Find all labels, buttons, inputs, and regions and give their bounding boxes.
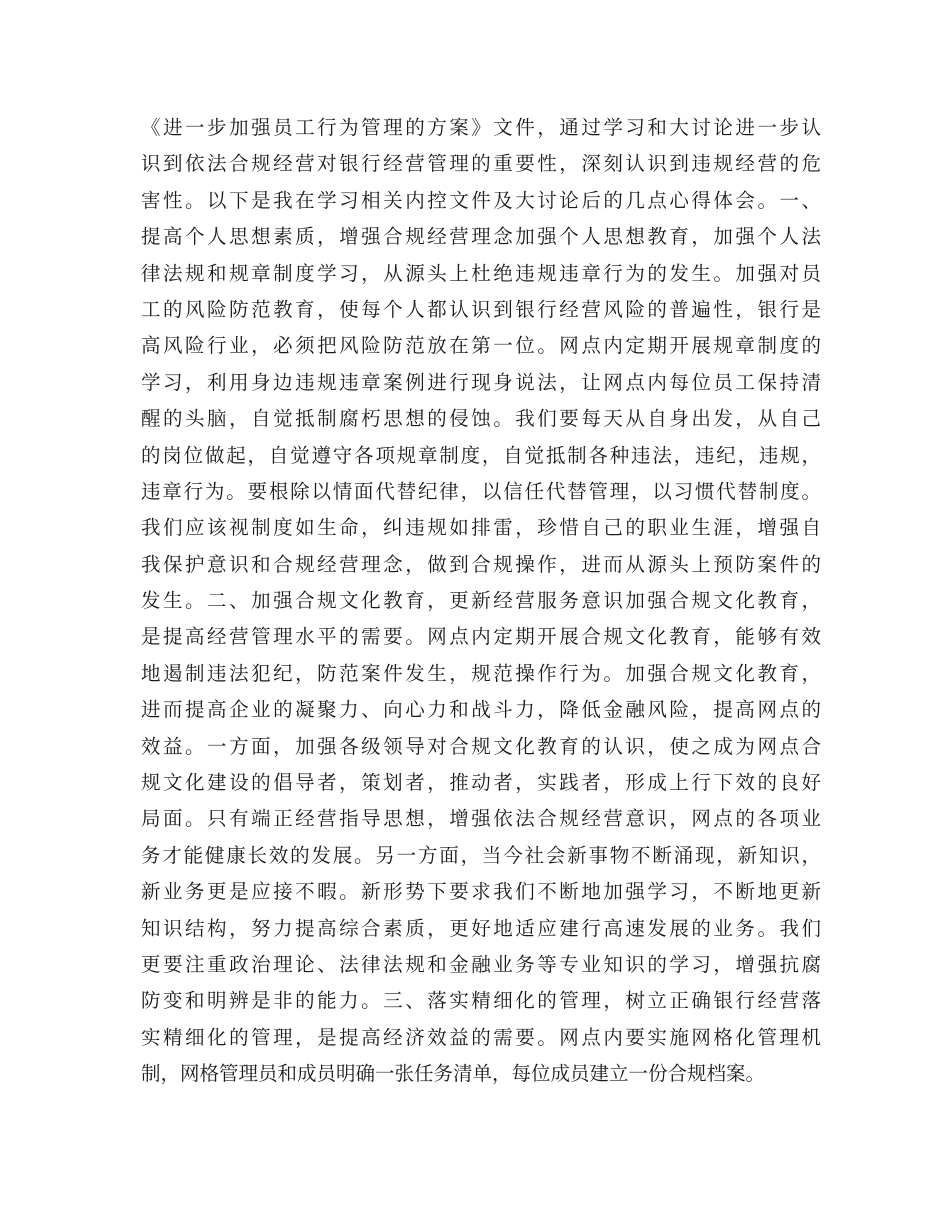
text-line: 更要注重政治理论、法律法规和金融业务等专业知识的学习，增强抗腐 [141, 952, 821, 976]
text-line: 进而提高企业的凝聚力、向心力和战斗力，降低金融风险，提高网点的 [141, 698, 821, 722]
text-line: 防变和明辨是非的能力。三、落实精细化的管理，树立正确银行经营落 [141, 989, 821, 1013]
text-line: 务才能健康长效的发展。另一方面，当今社会新事物不断涌现，新知识， [141, 843, 821, 867]
text-line: 律法规和规章制度学习，从源头上杜绝违规违章行为的发生。加强对员 [141, 261, 821, 285]
text-line: 新业务更是应接不暇。新形势下要求我们不断地加强学习，不断地更新 [141, 880, 821, 904]
text-line: 局面。只有端正经营指导思想，增强依法合规经营意识，网点的各项业 [141, 807, 821, 831]
text-line: 《进一步加强员工行为管理的方案》文件，通过学习和大讨论进一步认 [141, 116, 821, 139]
text-line: 违章行为。要根除以情面代替纪律，以信任代替管理，以习惯代替制度。 [141, 479, 821, 503]
body-paragraph [141, 110, 821, 1093]
text-line: 地遏制违法犯纪，防范案件发生，规范操作行为。加强合规文化教育， [141, 661, 821, 685]
text-line: 提高个人思想素质，增强合规经营理念加强个人思想教育，加强个人法 [141, 225, 821, 249]
text-line: 醒的头脑，自觉抵制腐朽思想的侵蚀。我们要每天从自身出发，从自己 [141, 407, 821, 431]
text-line: 制，网格管理员和成员明确一张任务清单，每位成员建立一份合规档案。 [141, 1062, 766, 1086]
text-line: 识到依法合规经营对银行经营管理的重要性，深刻认识到违规经营的危 [141, 152, 821, 176]
text-line: 实精细化的管理，是提高经济效益的需要。网点内要实施网格化管理机 [141, 1025, 821, 1049]
text-line: 效益。一方面，加强各级领导对合规文化教育的认识，使之成为网点合 [141, 734, 821, 758]
text-line: 高风险行业，必须把风险防范放在第一位。网点内定期开展规章制度的 [141, 334, 821, 358]
text-line: 我们应该视制度如生命，纠违规如排雷，珍惜自己的职业生涯，增强自 [141, 516, 821, 540]
text-line: 的岗位做起，自觉遵守各项规章制度，自觉抵制各种违法，违纪，违规， [141, 443, 821, 467]
text-line: 学习，利用身边违规违章案例进行现身说法，让网点内每位员工保持清 [141, 370, 821, 394]
text-line: 发生。二、加强合规文化教育，更新经营服务意识加强合规文化教育， [141, 589, 821, 613]
text-line: 是提高经营管理水平的需要。网点内定期开展合规文化教育，能够有效 [141, 625, 821, 649]
text-line: 我保护意识和合规经营理念，做到合规操作，进而从源头上预防案件的 [141, 552, 821, 576]
text-line: 规文化建设的倡导者，策划者，推动者，实践者，形成上行下效的良好 [141, 771, 821, 795]
text-line: 害性。以下是我在学习相关内控文件及大讨论后的几点心得体会。一、 [141, 188, 821, 212]
text-line: 工的风险防范教育，使每个人都认识到银行经营风险的普遍性，银行是 [141, 297, 821, 321]
text-line: 知识结构，努力提高综合素质，更好地适应建行高速发展的业务。我们 [141, 916, 821, 940]
